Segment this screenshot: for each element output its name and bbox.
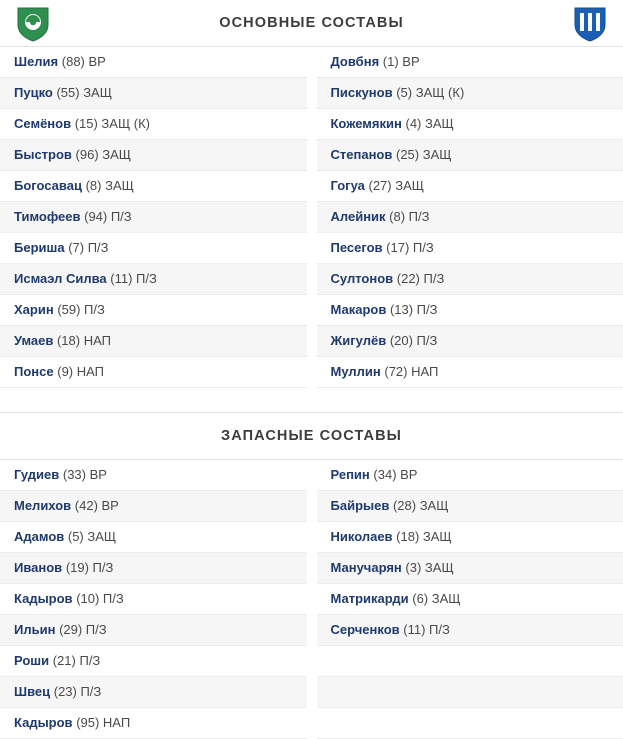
player-meta: (17) П/З <box>386 240 434 255</box>
player-meta: (94) П/З <box>84 209 132 224</box>
player-name: Мелихов <box>14 498 71 513</box>
table-row <box>0 264 307 295</box>
player-meta: (9) НАП <box>57 364 104 379</box>
player-name: Богосавац <box>14 178 82 193</box>
player-name: Иванов <box>14 560 62 575</box>
player-name: Репин <box>331 467 370 482</box>
player-meta: (4) ЗАЩ <box>406 116 454 131</box>
player-meta: (6) ЗАЩ <box>412 591 460 606</box>
player-name: Муллин <box>331 364 381 379</box>
table-row <box>0 47 307 78</box>
player-name: Кадыров <box>14 591 73 606</box>
table-row <box>317 47 623 78</box>
player-name: Швец <box>14 684 50 699</box>
table-row <box>317 78 623 109</box>
player-meta: (1) ВР <box>383 54 420 69</box>
table-row <box>317 171 623 202</box>
player-name: Семёнов <box>14 116 71 131</box>
player-meta: (34) ВР <box>373 467 417 482</box>
table-row <box>317 357 623 388</box>
player-meta: (11) П/З <box>110 271 157 286</box>
player-meta: (15) ЗАЩ (К) <box>75 116 150 131</box>
table-row <box>0 522 307 553</box>
table-row <box>0 109 307 140</box>
table-row <box>317 646 623 677</box>
table-row <box>0 646 307 677</box>
home-starting-column <box>0 47 312 388</box>
table-row <box>317 460 623 491</box>
player-meta: (3) ЗАЩ <box>405 560 453 575</box>
player-meta: (11) П/З <box>403 622 450 637</box>
away-substitutes-column <box>312 460 623 739</box>
player-meta: (7) П/З <box>68 240 108 255</box>
player-name: Кадыров <box>14 715 73 730</box>
player-name: Роши <box>14 653 49 668</box>
table-row <box>317 233 623 264</box>
player-meta: (10) П/З <box>76 591 124 606</box>
player-name: Пискунов <box>331 85 393 100</box>
player-meta: (55) ЗАЩ <box>56 85 111 100</box>
player-name: Умаев <box>14 333 53 348</box>
player-meta: (72) НАП <box>384 364 438 379</box>
player-name: Гудиев <box>14 467 59 482</box>
player-meta: (25) ЗАЩ <box>396 147 451 162</box>
section-spacer <box>0 388 623 412</box>
player-meta: (23) П/З <box>54 684 102 699</box>
table-row <box>0 357 307 388</box>
table-row <box>317 677 623 708</box>
player-name: Матрикарди <box>331 591 409 606</box>
player-name: Понсе <box>14 364 54 379</box>
starting-lineups-grid <box>0 47 623 388</box>
table-row <box>0 491 307 522</box>
table-row <box>317 202 623 233</box>
player-meta: (8) П/З <box>389 209 429 224</box>
player-name: Жигулёв <box>331 333 387 348</box>
player-meta: (88) ВР <box>62 54 106 69</box>
player-meta: (20) П/З <box>390 333 438 348</box>
home-club-crest <box>14 5 52 43</box>
table-row <box>317 264 623 295</box>
table-row <box>317 553 623 584</box>
table-row <box>317 326 623 357</box>
player-name: Кожемякин <box>331 116 402 131</box>
player-name: Шелия <box>14 54 58 69</box>
table-row <box>0 140 307 171</box>
table-row <box>0 615 307 646</box>
table-row <box>317 140 623 171</box>
player-name: Харин <box>14 302 54 317</box>
player-name: Исмаэл Силва <box>14 271 107 286</box>
player-name: Султонов <box>331 271 394 286</box>
substitutes-header <box>0 412 623 460</box>
player-name: Бериша <box>14 240 65 255</box>
player-name: Макаров <box>331 302 387 317</box>
table-row <box>317 295 623 326</box>
player-meta: (29) П/З <box>59 622 107 637</box>
player-name: Манучарян <box>331 560 402 575</box>
table-row <box>317 708 623 739</box>
starting-lineups-header <box>0 0 623 47</box>
player-name: Гогуа <box>331 178 365 193</box>
player-name: Пуцко <box>14 85 53 100</box>
player-name: Ильин <box>14 622 55 637</box>
table-row <box>0 708 307 739</box>
table-row <box>317 615 623 646</box>
player-meta: (95) НАП <box>76 715 130 730</box>
player-meta: (27) ЗАЩ <box>369 178 424 193</box>
player-meta: (13) П/З <box>390 302 438 317</box>
player-name: Николаев <box>331 529 393 544</box>
table-row <box>317 109 623 140</box>
table-row <box>0 295 307 326</box>
player-meta: (5) ЗАЩ (К) <box>396 85 464 100</box>
player-name: Байрыев <box>331 498 390 513</box>
table-row <box>0 202 307 233</box>
table-row <box>0 584 307 615</box>
player-name: Довбня <box>331 54 380 69</box>
table-row <box>0 677 307 708</box>
player-meta: (42) ВР <box>75 498 119 513</box>
player-name: Адамов <box>14 529 64 544</box>
player-meta: (19) П/З <box>66 560 114 575</box>
player-meta: (28) ЗАЩ <box>393 498 448 513</box>
player-meta: (96) ЗАЩ <box>76 147 131 162</box>
player-meta: (59) П/З <box>57 302 105 317</box>
table-row <box>0 553 307 584</box>
home-substitutes-column <box>0 460 312 739</box>
player-meta: (33) ВР <box>63 467 107 482</box>
table-row <box>0 233 307 264</box>
away-starting-column <box>312 47 623 388</box>
player-meta: (21) П/З <box>53 653 101 668</box>
player-name: Тимофеев <box>14 209 80 224</box>
table-row <box>0 171 307 202</box>
starting-lineups-title: ОСНОВНЫЕ СОСТАВЫ <box>219 15 404 31</box>
table-row <box>0 78 307 109</box>
substitutes-title: ЗАПАСНЫЕ СОСТАВЫ <box>221 428 402 444</box>
table-row <box>0 460 307 491</box>
table-row <box>317 491 623 522</box>
player-name: Песегов <box>331 240 383 255</box>
player-meta: (22) П/З <box>397 271 445 286</box>
player-name: Серченков <box>331 622 400 637</box>
player-meta: (18) НАП <box>57 333 111 348</box>
player-meta: (18) ЗАЩ <box>396 529 451 544</box>
player-name: Быстров <box>14 147 72 162</box>
table-row <box>317 522 623 553</box>
player-meta: (8) ЗАЩ <box>86 178 134 193</box>
player-name: Степанов <box>331 147 393 162</box>
table-row <box>317 584 623 615</box>
table-row <box>0 326 307 357</box>
substitutes-grid <box>0 460 623 739</box>
player-meta: (5) ЗАЩ <box>68 529 116 544</box>
away-club-crest <box>571 5 609 43</box>
player-name: Алейник <box>331 209 386 224</box>
